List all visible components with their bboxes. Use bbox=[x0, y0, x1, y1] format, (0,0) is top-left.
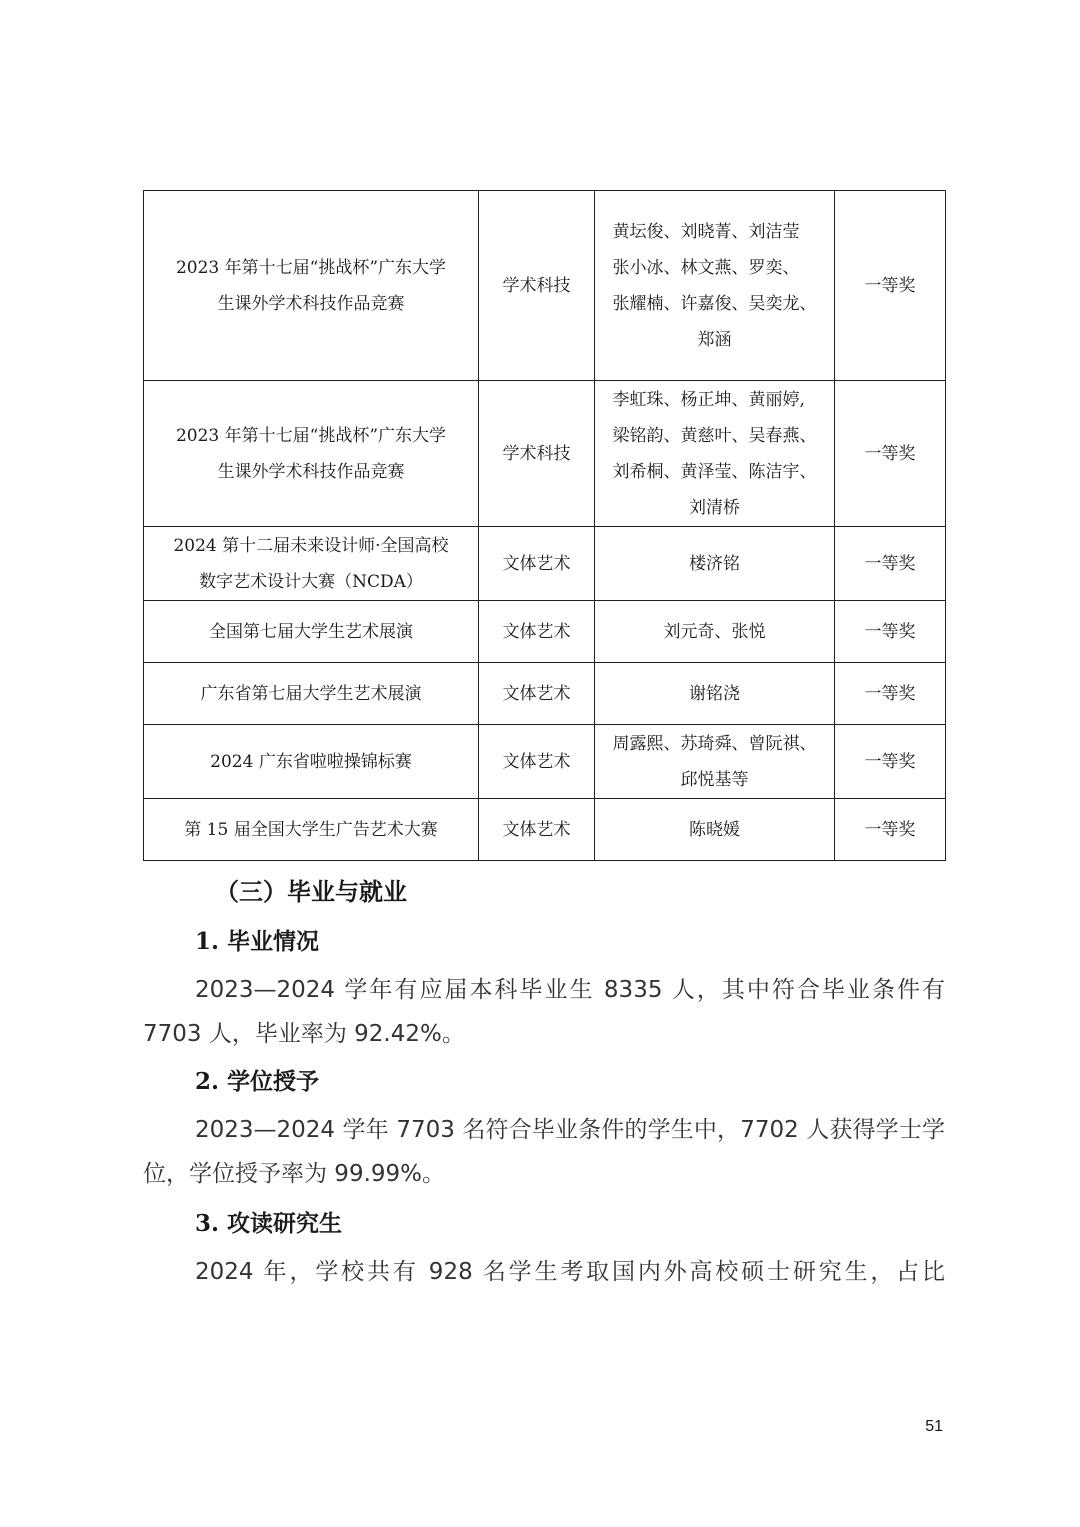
awards-table bbox=[143, 190, 946, 861]
category-cell: 文体艺术 bbox=[479, 799, 595, 861]
members-cell bbox=[595, 191, 835, 381]
award-cell: 一等奖 bbox=[835, 663, 946, 725]
competition-line: 2024 第十二届未来设计师·全国高校 bbox=[173, 535, 449, 556]
member-line: 黄坛俊、刘晓菁、刘洁莹 bbox=[612, 221, 800, 242]
competition-line: 生课外学术科技作品竞赛 bbox=[217, 293, 405, 314]
members-cell: 谢铭浇 bbox=[595, 663, 835, 725]
competition-cell: 2024 广东省啦啦操锦标赛 bbox=[144, 725, 479, 799]
table-row bbox=[144, 601, 946, 663]
members-cell: 刘元奇、张悦 bbox=[595, 601, 835, 663]
subsection-heading: 2. 学位授予 bbox=[195, 1068, 320, 1095]
competition-cell: 第 15 届全国大学生广告艺术大赛 bbox=[144, 799, 479, 861]
paragraph-line: 7703 人，毕业率为 92.42%。 bbox=[143, 1021, 465, 1047]
table-row bbox=[144, 663, 946, 725]
competition-line: 数字艺术设计大赛（NCDA） bbox=[199, 571, 423, 592]
paragraph-line: 2023—2024 学年有应届本科毕业生 8335 人，其中符合毕业条件有 bbox=[195, 977, 945, 1003]
member-line: 张小冰、林文燕、罗奕、 bbox=[612, 257, 800, 278]
paragraph-line: 2024 年，学校共有 928 名学生考取国内外高校硕士研究生，占比 bbox=[195, 1259, 945, 1285]
competition-cell bbox=[144, 381, 479, 527]
member-line: 周露熙、苏琦舜、曾阮祺、 bbox=[612, 733, 817, 754]
competition-cell: 广东省第七届大学生艺术展演 bbox=[144, 663, 479, 725]
award-cell: 一等奖 bbox=[835, 381, 946, 527]
member-line: 郑涵 bbox=[697, 329, 732, 350]
award-cell: 一等奖 bbox=[835, 191, 946, 381]
category-cell: 学术科技 bbox=[479, 191, 595, 381]
members-cell bbox=[595, 381, 835, 527]
subsection-heading: 3. 攻读研究生 bbox=[195, 1210, 343, 1237]
table-row bbox=[144, 381, 946, 527]
subsection-heading: 1. 毕业情况 bbox=[195, 928, 320, 955]
paragraph-line: 位，学位授予率为 99.99%。 bbox=[143, 1161, 446, 1187]
competition-line: 生课外学术科技作品竞赛 bbox=[217, 461, 405, 482]
award-cell: 一等奖 bbox=[835, 601, 946, 663]
award-cell: 一等奖 bbox=[835, 725, 946, 799]
competition-line: 2023 年第十七届“挑战杯”广东大学 bbox=[175, 425, 447, 446]
paragraph-line: 2023—2024 学年 7703 名符合毕业条件的学生中，7702 人获得学士学 bbox=[195, 1117, 945, 1143]
member-line: 刘清桥 bbox=[689, 497, 740, 518]
paragraph bbox=[143, 1250, 945, 1294]
competition-line: 2023 年第十七届“挑战杯”广东大学 bbox=[175, 257, 447, 278]
member-line: 梁铭韵、黄慈叶、吴春燕、 bbox=[612, 425, 817, 446]
member-line: 刘希桐、黄泽莹、陈洁宇、 bbox=[612, 461, 817, 482]
table-row bbox=[144, 725, 946, 799]
paragraph bbox=[143, 968, 945, 1056]
category-cell: 学术科技 bbox=[479, 381, 595, 527]
table-row bbox=[144, 191, 946, 381]
category-cell: 文体艺术 bbox=[479, 601, 595, 663]
category-cell: 文体艺术 bbox=[479, 725, 595, 799]
award-cell: 一等奖 bbox=[835, 799, 946, 861]
paragraph bbox=[143, 1108, 945, 1196]
members-cell: 陈晓媛 bbox=[595, 799, 835, 861]
member-line: 张耀楠、许嘉俊、吴奕龙、 bbox=[612, 293, 817, 314]
competition-cell bbox=[144, 191, 479, 381]
category-cell: 文体艺术 bbox=[479, 663, 595, 725]
members-cell bbox=[595, 725, 835, 799]
page-number: 51 bbox=[925, 1418, 943, 1435]
competition-cell: 全国第七届大学生艺术展演 bbox=[144, 601, 479, 663]
members-cell: 楼济铭 bbox=[595, 527, 835, 601]
category-cell: 文体艺术 bbox=[479, 527, 595, 601]
member-line: 邱悦基等 bbox=[680, 769, 749, 790]
competition-cell bbox=[144, 527, 479, 601]
table-row bbox=[144, 799, 946, 861]
award-cell: 一等奖 bbox=[835, 527, 946, 601]
member-line: 李虹珠、杨正坤、黄丽婷, bbox=[612, 389, 805, 410]
section-heading: （三）毕业与就业 bbox=[215, 878, 407, 906]
table-row bbox=[144, 527, 946, 601]
